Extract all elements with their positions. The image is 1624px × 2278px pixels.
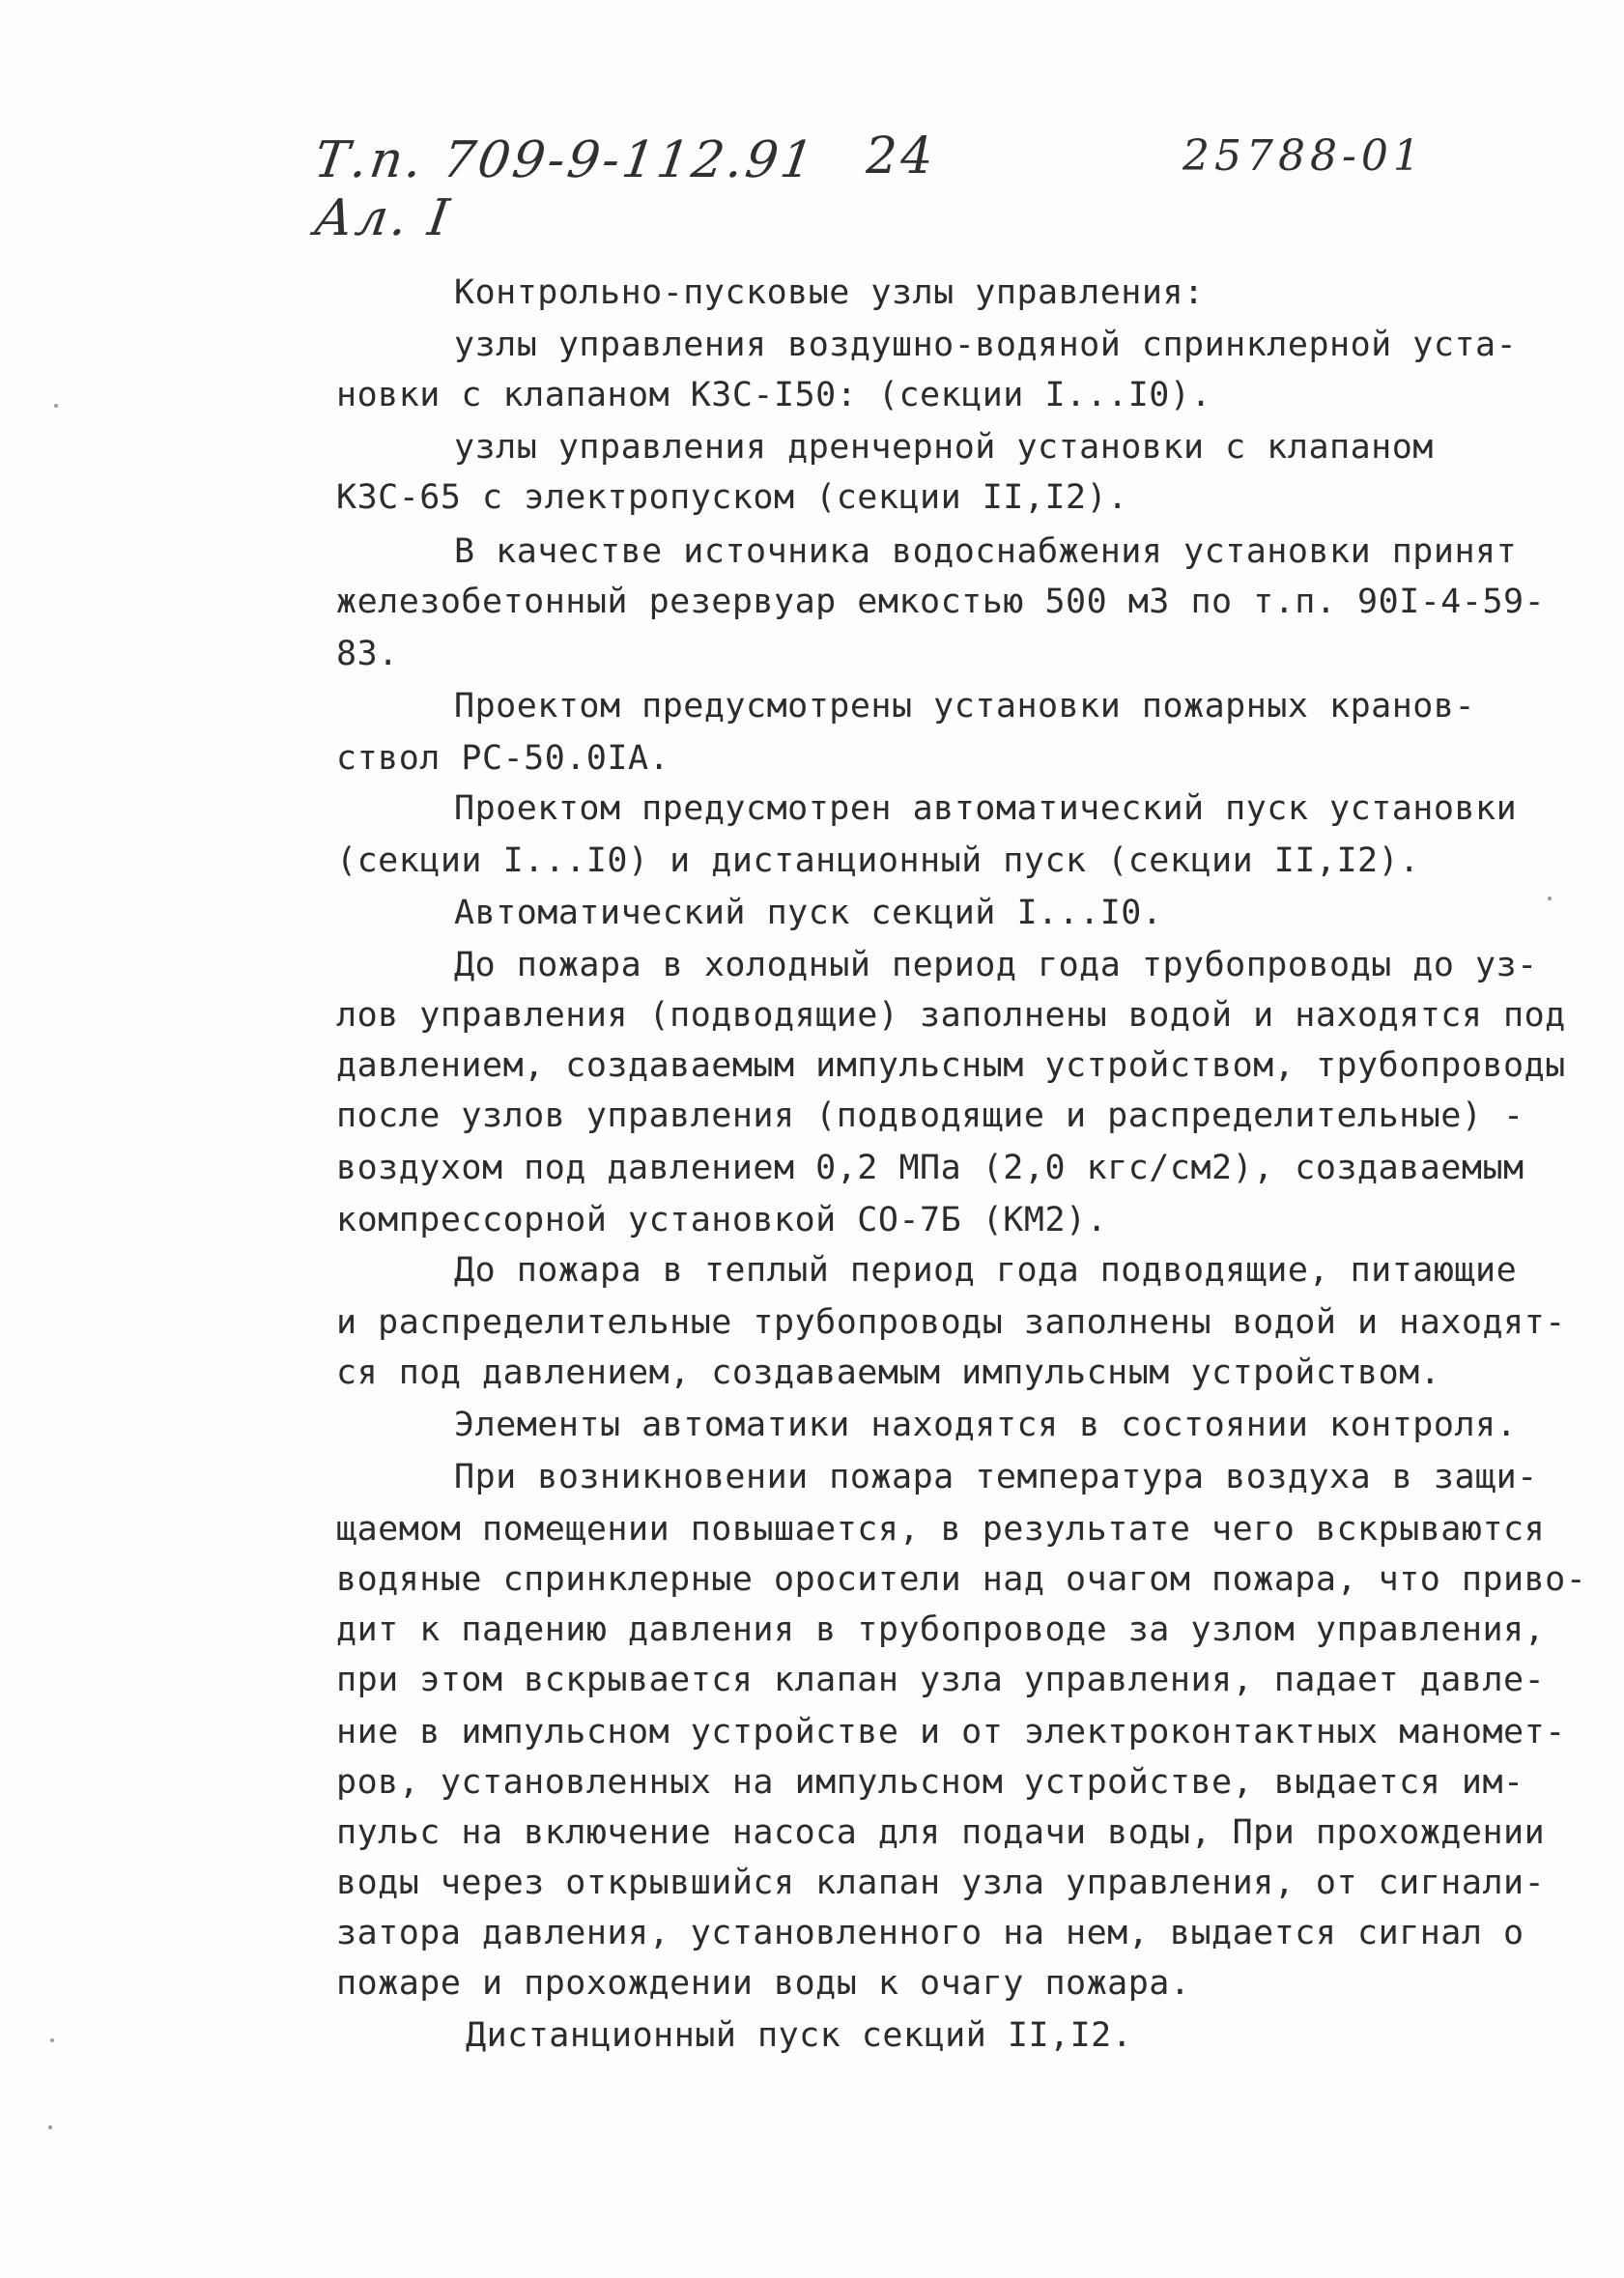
text-line: лов управления (подводящие) заполнены водой и находятся под [336,996,1566,1035]
text-line: дит к падению давления в трубопроводе за узлом управления, [336,1610,1546,1649]
project-designation: Т.п. 709-9-112.91 [310,131,820,189]
sheet-label: Ал. I [310,189,456,247]
text-line: при этом вскрывается клапан узла управления, падает давле- [336,1661,1546,1699]
text-line: ние в импульсном устройстве и от электроконтактных маномет- [336,1713,1566,1751]
text-line: ров, установленных на импульсном устройстве, выдается им- [336,1763,1524,1802]
text-line: водяные спринклерные оросители над очагом пожара, что приво- [336,1560,1587,1599]
archive-number: 25788-01 [1182,131,1425,181]
text-line: щаемом помещении повышается, в результате чего вскрываются [336,1510,1546,1549]
text-line: (секции I...I0) и дистанционный пуск (секции II,I2). [336,841,1420,880]
text-line: узлы управления воздушно-водяной спринклерной уста- [454,326,1518,364]
text-line: Автоматический пуск секций I...I0. [454,894,1163,932]
text-line: До пожара в холодный период года трубопроводы до уз- [454,946,1538,984]
scan-speck [50,2038,54,2042]
text-line: пожаре и прохождении воды к очагу пожара. [336,1964,1191,2003]
text-line: после узлов управления (подводящие и распределительные) - [336,1096,1524,1135]
text-line: новки с клапаном КЗС-I50: (секции I...I0). [336,376,1212,414]
scan-speck [54,404,58,408]
text-line: Дистанционный пуск секций II,I2. [466,2016,1133,2055]
text-line: узлы управления дренчерной установки с клапаном [454,428,1434,467]
text-line: КЗС-65 с электропуском (секции II,I2). [336,478,1128,517]
text-line: давлением, создаваемым импульсным устройством, трубопроводы [336,1046,1566,1085]
text-line: При возникновении пожара температура воздуха в защи- [454,1458,1538,1496]
text-line: железобетонный резервуар емкостью 500 м3 по т.п. 90I-4-59- [336,583,1546,621]
text-line: Контрольно-пусковые узлы управления: [454,273,1205,312]
text-line: воздухом под давлением 0,2 МПа (2,0 кгс/см2), создаваемым [336,1149,1524,1187]
scan-speck [1548,897,1552,900]
page-number: 24 [866,128,936,185]
text-line: 83. [336,635,399,673]
text-line: и распределительные трубопроводы заполнены водой и находят- [336,1303,1566,1342]
text-line: пульс на включение насоса для подачи воды, При прохождении [336,1813,1546,1852]
scan-speck [48,2125,52,2129]
text-line: До пожара в теплый период года подводящие, питающие [454,1251,1518,1290]
text-line: ся под давлением, создаваемым импульсным устройством. [336,1353,1441,1392]
text-line: Проектом предусмотрен автоматический пуск установки [454,789,1518,828]
text-line: Проектом предусмотрены установки пожарных кранов- [454,687,1476,726]
text-line: В качестве источника водоснабжения установки принят [454,532,1518,571]
text-line: компрессорной установкой СО-7Б (КМ2). [336,1201,1108,1239]
text-line: затора давления, установленного на нем, выдается сигнал о [336,1914,1524,1952]
text-line: воды через открывшийся клапан узла управления, от сигнали- [336,1864,1546,1902]
text-line: Элементы автоматики находятся в состоянии контроля. [454,1406,1518,1444]
text-line: ствол РС-50.0IА. [336,739,670,778]
